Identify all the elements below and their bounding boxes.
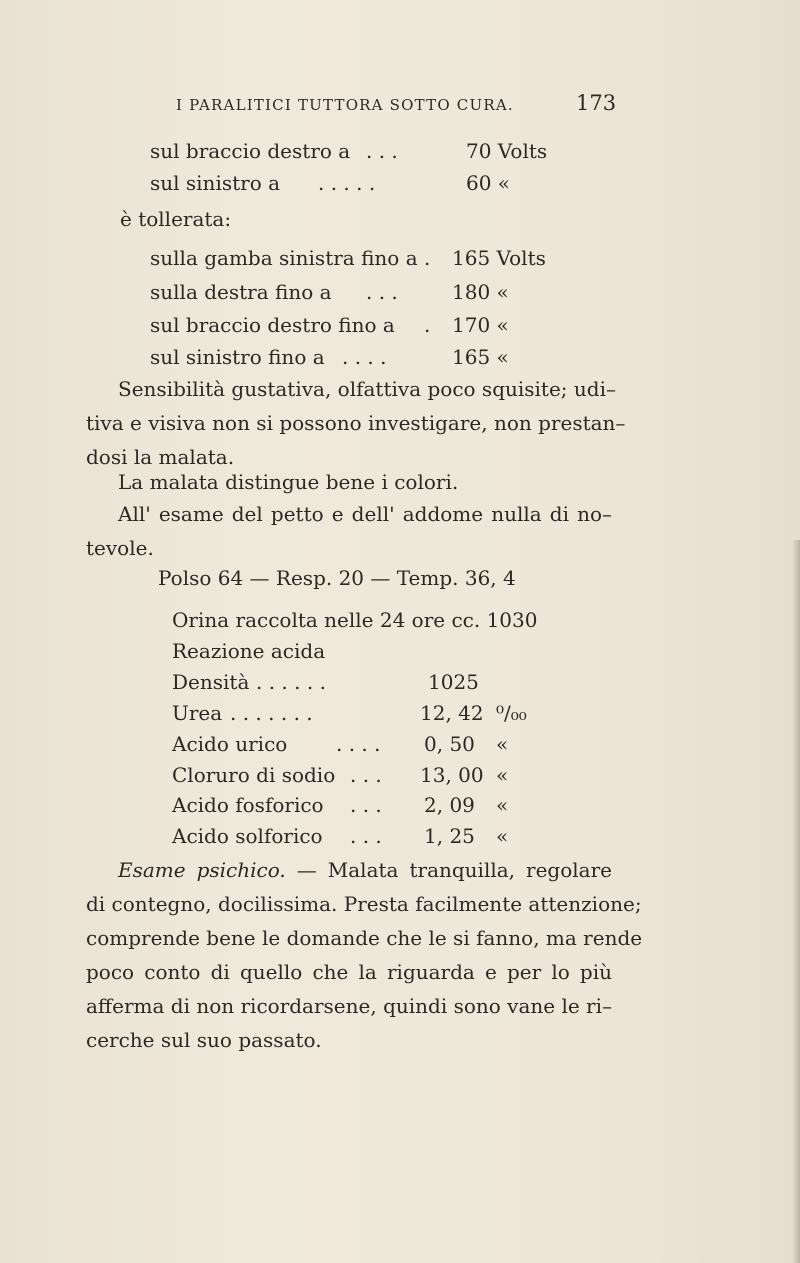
table-row-label: sul sinistro fino a [150, 345, 325, 369]
section-heading: Esame psichico. [118, 858, 286, 882]
paragraph-line: comprende bene le domande che le si fanno, ma rende [86, 926, 643, 950]
urine-row-unit: « [496, 824, 509, 848]
urine-row-value: 2, 09 [424, 793, 475, 817]
paragraph-line: Sensibilità gustativa, olfattiva poco squisite; udi– [118, 377, 616, 401]
table-row-label: sul sinistro a [150, 171, 281, 195]
paragraph-line: tiva e visiva non si possono investigare, non prestan– [86, 411, 626, 435]
urine-row-unit: « [496, 793, 509, 817]
section-label: è tollerata: [120, 207, 232, 231]
urine-row-value: 0, 50 [424, 732, 475, 756]
table-row-value: 70 Volts [466, 139, 548, 163]
running-head: I PARALITICI TUTTORA SOTTO CURA. [176, 96, 514, 114]
paragraph-line: afferma di non ricordarsene, quindi sono vane le ri– [86, 994, 613, 1018]
table-row-dots: . [424, 313, 431, 337]
urine-row-label: Acido fosforico [172, 793, 324, 817]
paragraph-line: cerche sul suo passato. [86, 1028, 322, 1052]
paragraph-line: dosi la malata. [86, 445, 235, 469]
page-number: 173 [576, 91, 617, 115]
paragraph-line: — Malata tranquilla, regolare [285, 858, 612, 882]
table-row-dots: . [424, 246, 431, 270]
table-row-dots: . . . . [342, 345, 387, 369]
urine-row-label: Densità [172, 670, 250, 694]
table-row-value: 165 Volts [452, 246, 546, 270]
urine-row-unit: « [496, 732, 509, 756]
urine-row-dots: . . . [350, 793, 382, 817]
urine-row-dots: . . . . . . [256, 670, 326, 694]
paragraph-line: poco conto di quello che la riguarda e per lo più [86, 960, 612, 984]
table-row-label: sul braccio destro a [150, 139, 351, 163]
table-row-value: 165 « [452, 345, 509, 369]
paragraph-line: All' esame del petto e dell' addome nulla di no– [118, 502, 612, 526]
urine-title: Orina raccolta nelle 24 ore cc. 1030 [172, 608, 538, 632]
table-row-dots: . . . . . [318, 171, 376, 195]
paragraph-line: di contegno, docilissima. Presta facilmente attenzione; [86, 892, 642, 916]
urine-row-value: 12, 42 [420, 701, 484, 725]
urine-row-unit: « [496, 763, 509, 787]
urine-reaction: Reazione acida [172, 639, 326, 663]
vitals-line: Polso 64 — Resp. 20 — Temp. 36, 4 [158, 566, 516, 590]
paragraph-esame-fisico [86, 497, 612, 565]
urine-row-value: 1, 25 [424, 824, 475, 848]
urine-row-value: 1025 [428, 670, 479, 694]
paragraph-sensibilita [86, 372, 626, 474]
table-row-value: 180 « [452, 280, 509, 304]
urine-row-dots: . . . . [336, 732, 381, 756]
urine-row-label: Acido urico [172, 732, 288, 756]
urine-row-dots: . . . [350, 763, 382, 787]
urine-row-label: Acido solforico [172, 824, 323, 848]
urine-row-dots: . . . . . . . [230, 701, 313, 725]
table-row-label: sulla destra fino a [150, 280, 332, 304]
urine-row-dots: . . . [350, 824, 382, 848]
table-row-label: sulla gamba sinistra fino a [150, 246, 418, 270]
paragraph-colori: La malata distingue bene i colori. [118, 470, 459, 494]
paragraph-line: tevole. [86, 536, 154, 560]
table-row-dots: . . . [366, 139, 398, 163]
table-row-label: sul braccio destro fino a [150, 313, 395, 337]
paragraph-esame-psichico [86, 853, 643, 1057]
urine-row-label: Urea [172, 701, 223, 725]
urine-row-value: 13, 00 [420, 763, 484, 787]
table-row-value: 170 « [452, 313, 509, 337]
table-row-dots: . . . [366, 280, 398, 304]
table-row-value: 60 « [466, 171, 511, 195]
urine-row-unit: ⁰/₀₀ [496, 701, 527, 725]
urine-row-label: Cloruro di sodio [172, 763, 336, 787]
page-edge-shadow [792, 540, 800, 1263]
